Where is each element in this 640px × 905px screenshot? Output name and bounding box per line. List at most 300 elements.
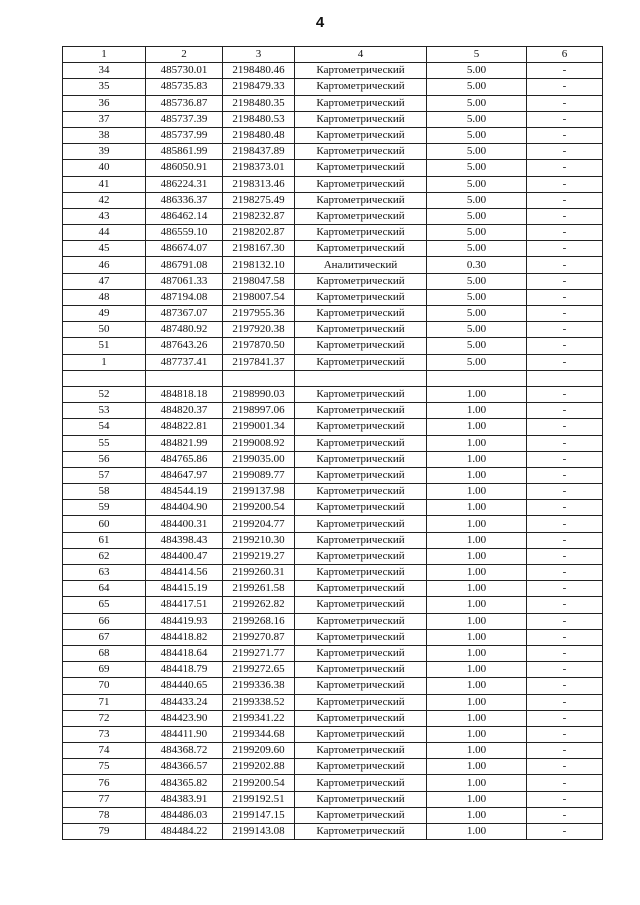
accuracy-cell: 1.00 bbox=[427, 807, 527, 823]
y-coordinate-cell: 2199147.15 bbox=[223, 807, 295, 823]
x-coordinate-cell: 484820.37 bbox=[146, 403, 223, 419]
method-cell: Картометрический bbox=[295, 597, 427, 613]
table-row bbox=[63, 775, 603, 791]
point-number-cell: 42 bbox=[63, 192, 146, 208]
table-body bbox=[63, 63, 603, 840]
point-number-cell: 44 bbox=[63, 225, 146, 241]
y-coordinate-cell: 2198373.01 bbox=[223, 160, 295, 176]
accuracy-cell: 1.00 bbox=[427, 435, 527, 451]
x-coordinate-cell: 485730.01 bbox=[146, 63, 223, 79]
note-cell: - bbox=[527, 338, 603, 354]
point-number-cell: 64 bbox=[63, 581, 146, 597]
note-cell: - bbox=[527, 225, 603, 241]
point-number-cell: 63 bbox=[63, 565, 146, 581]
method-cell: Картометрический bbox=[295, 208, 427, 224]
point-number-cell: 52 bbox=[63, 386, 146, 402]
note-cell: - bbox=[527, 678, 603, 694]
point-number-cell: 35 bbox=[63, 79, 146, 95]
y-coordinate-cell: 2198167.30 bbox=[223, 241, 295, 257]
point-number-cell: 36 bbox=[63, 95, 146, 111]
point-number-cell: 38 bbox=[63, 127, 146, 143]
table-row bbox=[63, 500, 603, 516]
accuracy-cell: 5.00 bbox=[427, 144, 527, 160]
note-cell: - bbox=[527, 322, 603, 338]
table-row bbox=[63, 597, 603, 613]
table-row bbox=[63, 95, 603, 111]
y-coordinate-cell: 2198480.46 bbox=[223, 63, 295, 79]
y-coordinate-cell: 2199260.31 bbox=[223, 565, 295, 581]
table-row bbox=[63, 678, 603, 694]
method-cell: Картометрический bbox=[295, 759, 427, 775]
x-coordinate-cell: 484418.79 bbox=[146, 662, 223, 678]
table-row bbox=[63, 306, 603, 322]
note-cell: - bbox=[527, 419, 603, 435]
note-cell bbox=[527, 370, 603, 386]
note-cell: - bbox=[527, 759, 603, 775]
x-coordinate-cell: 485736.87 bbox=[146, 95, 223, 111]
table-row bbox=[63, 467, 603, 483]
coordinates-table bbox=[62, 46, 603, 840]
point-number-cell: 47 bbox=[63, 273, 146, 289]
x-coordinate-cell: 485861.99 bbox=[146, 144, 223, 160]
method-cell: Картометрический bbox=[295, 824, 427, 840]
accuracy-cell: 5.00 bbox=[427, 176, 527, 192]
y-coordinate-cell: 2199270.87 bbox=[223, 629, 295, 645]
point-number-cell: 67 bbox=[63, 629, 146, 645]
x-coordinate-cell: 484404.90 bbox=[146, 500, 223, 516]
note-cell: - bbox=[527, 354, 603, 370]
column-header: 6 bbox=[527, 47, 603, 63]
table-row bbox=[63, 354, 603, 370]
note-cell: - bbox=[527, 743, 603, 759]
table-row bbox=[63, 192, 603, 208]
point-number-cell: 51 bbox=[63, 338, 146, 354]
y-coordinate-cell: 2198232.87 bbox=[223, 208, 295, 224]
method-cell bbox=[295, 370, 427, 386]
x-coordinate-cell: 484383.91 bbox=[146, 791, 223, 807]
method-cell: Картометрический bbox=[295, 710, 427, 726]
accuracy-cell: 0.30 bbox=[427, 257, 527, 273]
accuracy-cell: 1.00 bbox=[427, 662, 527, 678]
table-row bbox=[63, 79, 603, 95]
point-number-cell: 43 bbox=[63, 208, 146, 224]
method-cell: Аналитический bbox=[295, 257, 427, 273]
x-coordinate-cell: 484417.51 bbox=[146, 597, 223, 613]
y-coordinate-cell: 2198132.10 bbox=[223, 257, 295, 273]
method-cell: Картометрический bbox=[295, 775, 427, 791]
y-coordinate-cell: 2199204.77 bbox=[223, 516, 295, 532]
x-coordinate-cell: 484484.22 bbox=[146, 824, 223, 840]
y-coordinate-cell: 2198479.33 bbox=[223, 79, 295, 95]
accuracy-cell: 5.00 bbox=[427, 79, 527, 95]
table-row bbox=[63, 370, 603, 386]
table-row bbox=[63, 273, 603, 289]
y-coordinate-cell: 2199272.65 bbox=[223, 662, 295, 678]
y-coordinate-cell: 2199008.92 bbox=[223, 435, 295, 451]
accuracy-cell: 1.00 bbox=[427, 581, 527, 597]
note-cell: - bbox=[527, 662, 603, 678]
x-coordinate-cell: 484544.19 bbox=[146, 484, 223, 500]
note-cell: - bbox=[527, 127, 603, 143]
method-cell: Картометрический bbox=[295, 467, 427, 483]
table-row bbox=[63, 144, 603, 160]
method-cell: Картометрический bbox=[295, 386, 427, 402]
note-cell: - bbox=[527, 548, 603, 564]
x-coordinate-cell: 485735.83 bbox=[146, 79, 223, 95]
point-number-cell: 72 bbox=[63, 710, 146, 726]
table-row bbox=[63, 532, 603, 548]
y-coordinate-cell: 2199336.38 bbox=[223, 678, 295, 694]
accuracy-cell: 1.00 bbox=[427, 386, 527, 402]
note-cell: - bbox=[527, 484, 603, 500]
method-cell: Картометрический bbox=[295, 419, 427, 435]
table-row bbox=[63, 565, 603, 581]
table-row bbox=[63, 662, 603, 678]
method-cell: Картометрический bbox=[295, 532, 427, 548]
x-coordinate-cell: 487194.08 bbox=[146, 289, 223, 305]
table-row bbox=[63, 484, 603, 500]
y-coordinate-cell: 2199202.88 bbox=[223, 759, 295, 775]
table-row bbox=[63, 743, 603, 759]
table-row bbox=[63, 160, 603, 176]
y-coordinate-cell: 2199268.16 bbox=[223, 613, 295, 629]
table-row bbox=[63, 63, 603, 79]
y-coordinate-cell: 2199137.98 bbox=[223, 484, 295, 500]
method-cell: Картометрический bbox=[295, 645, 427, 661]
point-number-cell: 68 bbox=[63, 645, 146, 661]
note-cell: - bbox=[527, 273, 603, 289]
method-cell: Картометрический bbox=[295, 79, 427, 95]
x-coordinate-cell: 484400.31 bbox=[146, 516, 223, 532]
method-cell: Картометрический bbox=[295, 807, 427, 823]
table-row bbox=[63, 419, 603, 435]
table-row bbox=[63, 645, 603, 661]
x-coordinate-cell: 484366.57 bbox=[146, 759, 223, 775]
accuracy-cell: 5.00 bbox=[427, 160, 527, 176]
table-row bbox=[63, 807, 603, 823]
table-row bbox=[63, 176, 603, 192]
x-coordinate-cell: 484368.72 bbox=[146, 743, 223, 759]
method-cell: Картометрический bbox=[295, 548, 427, 564]
accuracy-cell: 5.00 bbox=[427, 273, 527, 289]
accuracy-cell: 1.00 bbox=[427, 694, 527, 710]
y-coordinate-cell: 2198990.03 bbox=[223, 386, 295, 402]
point-number-cell: 41 bbox=[63, 176, 146, 192]
accuracy-cell: 1.00 bbox=[427, 824, 527, 840]
method-cell: Картометрический bbox=[295, 726, 427, 742]
point-number-cell: 46 bbox=[63, 257, 146, 273]
point-number-cell: 53 bbox=[63, 403, 146, 419]
accuracy-cell: 1.00 bbox=[427, 548, 527, 564]
x-coordinate-cell: 487643.26 bbox=[146, 338, 223, 354]
point-number-cell: 37 bbox=[63, 111, 146, 127]
table-row bbox=[63, 824, 603, 840]
note-cell: - bbox=[527, 95, 603, 111]
method-cell: Картометрический bbox=[295, 160, 427, 176]
x-coordinate-cell: 484400.47 bbox=[146, 548, 223, 564]
y-coordinate-cell: 2198997.06 bbox=[223, 403, 295, 419]
point-number-cell: 61 bbox=[63, 532, 146, 548]
method-cell: Картометрический bbox=[295, 581, 427, 597]
note-cell: - bbox=[527, 467, 603, 483]
note-cell: - bbox=[527, 824, 603, 840]
note-cell: - bbox=[527, 403, 603, 419]
y-coordinate-cell: 2199089.77 bbox=[223, 467, 295, 483]
method-cell: Картометрический bbox=[295, 662, 427, 678]
note-cell: - bbox=[527, 775, 603, 791]
point-number-cell: 78 bbox=[63, 807, 146, 823]
table-row bbox=[63, 225, 603, 241]
table-row bbox=[63, 386, 603, 402]
point-number-cell: 49 bbox=[63, 306, 146, 322]
method-cell: Картометрический bbox=[295, 63, 427, 79]
y-coordinate-cell: 2199210.30 bbox=[223, 532, 295, 548]
table-row bbox=[63, 516, 603, 532]
table-row bbox=[63, 548, 603, 564]
note-cell: - bbox=[527, 451, 603, 467]
y-coordinate-cell: 2197870.50 bbox=[223, 338, 295, 354]
point-number-cell: 34 bbox=[63, 63, 146, 79]
accuracy-cell: 1.00 bbox=[427, 629, 527, 645]
point-number-cell: 71 bbox=[63, 694, 146, 710]
method-cell: Картометрический bbox=[295, 435, 427, 451]
y-coordinate-cell: 2197955.36 bbox=[223, 306, 295, 322]
method-cell: Картометрический bbox=[295, 273, 427, 289]
point-number-cell: 73 bbox=[63, 726, 146, 742]
y-coordinate-cell: 2199344.68 bbox=[223, 726, 295, 742]
accuracy-cell: 1.00 bbox=[427, 532, 527, 548]
note-cell: - bbox=[527, 516, 603, 532]
table-row bbox=[63, 127, 603, 143]
y-coordinate-cell: 2199271.77 bbox=[223, 645, 295, 661]
note-cell: - bbox=[527, 694, 603, 710]
x-coordinate-cell bbox=[146, 370, 223, 386]
table-row bbox=[63, 111, 603, 127]
table-row bbox=[63, 613, 603, 629]
x-coordinate-cell: 484765.86 bbox=[146, 451, 223, 467]
accuracy-cell: 5.00 bbox=[427, 208, 527, 224]
method-cell: Картометрический bbox=[295, 484, 427, 500]
accuracy-cell: 5.00 bbox=[427, 192, 527, 208]
note-cell: - bbox=[527, 386, 603, 402]
accuracy-cell: 5.00 bbox=[427, 338, 527, 354]
accuracy-cell: 1.00 bbox=[427, 613, 527, 629]
y-coordinate-cell bbox=[223, 370, 295, 386]
accuracy-cell: 1.00 bbox=[427, 565, 527, 581]
x-coordinate-cell: 487480.92 bbox=[146, 322, 223, 338]
column-header: 4 bbox=[295, 47, 427, 63]
y-coordinate-cell: 2199219.27 bbox=[223, 548, 295, 564]
note-cell: - bbox=[527, 257, 603, 273]
point-number-cell: 40 bbox=[63, 160, 146, 176]
x-coordinate-cell: 486462.14 bbox=[146, 208, 223, 224]
y-coordinate-cell: 2199035.00 bbox=[223, 451, 295, 467]
note-cell: - bbox=[527, 63, 603, 79]
column-header: 2 bbox=[146, 47, 223, 63]
note-cell: - bbox=[527, 581, 603, 597]
note-cell: - bbox=[527, 613, 603, 629]
note-cell: - bbox=[527, 306, 603, 322]
accuracy-cell: 5.00 bbox=[427, 225, 527, 241]
x-coordinate-cell: 484818.18 bbox=[146, 386, 223, 402]
note-cell: - bbox=[527, 208, 603, 224]
note-cell: - bbox=[527, 532, 603, 548]
point-number-cell: 59 bbox=[63, 500, 146, 516]
point-number-cell: 62 bbox=[63, 548, 146, 564]
point-number-cell: 57 bbox=[63, 467, 146, 483]
note-cell: - bbox=[527, 160, 603, 176]
y-coordinate-cell: 2199192.51 bbox=[223, 791, 295, 807]
table-row bbox=[63, 694, 603, 710]
x-coordinate-cell: 486050.91 bbox=[146, 160, 223, 176]
y-coordinate-cell: 2198007.54 bbox=[223, 289, 295, 305]
accuracy-cell: 1.00 bbox=[427, 403, 527, 419]
x-coordinate-cell: 487737.41 bbox=[146, 354, 223, 370]
note-cell: - bbox=[527, 500, 603, 516]
accuracy-cell: 5.00 bbox=[427, 127, 527, 143]
method-cell: Картометрический bbox=[295, 613, 427, 629]
y-coordinate-cell: 2198437.89 bbox=[223, 144, 295, 160]
point-number-cell: 75 bbox=[63, 759, 146, 775]
accuracy-cell: 5.00 bbox=[427, 306, 527, 322]
x-coordinate-cell: 484647.97 bbox=[146, 467, 223, 483]
x-coordinate-cell: 484398.43 bbox=[146, 532, 223, 548]
y-coordinate-cell: 2198047.58 bbox=[223, 273, 295, 289]
point-number-cell: 60 bbox=[63, 516, 146, 532]
point-number-cell: 55 bbox=[63, 435, 146, 451]
x-coordinate-cell: 484418.82 bbox=[146, 629, 223, 645]
point-number-cell: 79 bbox=[63, 824, 146, 840]
method-cell: Картометрический bbox=[295, 565, 427, 581]
y-coordinate-cell: 2198275.49 bbox=[223, 192, 295, 208]
x-coordinate-cell: 487367.07 bbox=[146, 306, 223, 322]
accuracy-cell: 1.00 bbox=[427, 726, 527, 742]
x-coordinate-cell: 487061.33 bbox=[146, 273, 223, 289]
point-number-cell: 54 bbox=[63, 419, 146, 435]
table-row bbox=[63, 338, 603, 354]
method-cell: Картометрический bbox=[295, 127, 427, 143]
method-cell: Картометрический bbox=[295, 289, 427, 305]
note-cell: - bbox=[527, 597, 603, 613]
x-coordinate-cell: 484414.56 bbox=[146, 565, 223, 581]
table-row bbox=[63, 791, 603, 807]
x-coordinate-cell: 484415.19 bbox=[146, 581, 223, 597]
accuracy-cell: 5.00 bbox=[427, 354, 527, 370]
y-coordinate-cell: 2198313.46 bbox=[223, 176, 295, 192]
note-cell: - bbox=[527, 726, 603, 742]
method-cell: Картометрический bbox=[295, 144, 427, 160]
x-coordinate-cell: 484418.64 bbox=[146, 645, 223, 661]
method-cell: Картометрический bbox=[295, 225, 427, 241]
note-cell: - bbox=[527, 289, 603, 305]
accuracy-cell: 1.00 bbox=[427, 516, 527, 532]
table-row bbox=[63, 322, 603, 338]
table-row bbox=[63, 581, 603, 597]
column-header: 1 bbox=[63, 47, 146, 63]
point-number-cell: 56 bbox=[63, 451, 146, 467]
point-number-cell: 76 bbox=[63, 775, 146, 791]
note-cell: - bbox=[527, 710, 603, 726]
y-coordinate-cell: 2199261.58 bbox=[223, 581, 295, 597]
point-number-cell: 39 bbox=[63, 144, 146, 160]
table-row bbox=[63, 257, 603, 273]
method-cell: Картометрический bbox=[295, 354, 427, 370]
accuracy-cell: 1.00 bbox=[427, 467, 527, 483]
note-cell: - bbox=[527, 192, 603, 208]
x-coordinate-cell: 485737.39 bbox=[146, 111, 223, 127]
x-coordinate-cell: 484822.81 bbox=[146, 419, 223, 435]
y-coordinate-cell: 2199143.08 bbox=[223, 824, 295, 840]
x-coordinate-cell: 486674.07 bbox=[146, 241, 223, 257]
note-cell: - bbox=[527, 241, 603, 257]
x-coordinate-cell: 484419.93 bbox=[146, 613, 223, 629]
note-cell: - bbox=[527, 176, 603, 192]
note-cell: - bbox=[527, 144, 603, 160]
method-cell: Картометрический bbox=[295, 791, 427, 807]
x-coordinate-cell: 484411.90 bbox=[146, 726, 223, 742]
table-row bbox=[63, 241, 603, 257]
table-row bbox=[63, 208, 603, 224]
point-number-cell: 45 bbox=[63, 241, 146, 257]
note-cell: - bbox=[527, 791, 603, 807]
column-header: 5 bbox=[427, 47, 527, 63]
x-coordinate-cell: 484486.03 bbox=[146, 807, 223, 823]
x-coordinate-cell: 485737.99 bbox=[146, 127, 223, 143]
method-cell: Картометрический bbox=[295, 694, 427, 710]
x-coordinate-cell: 484423.90 bbox=[146, 710, 223, 726]
accuracy-cell: 1.00 bbox=[427, 484, 527, 500]
accuracy-cell: 5.00 bbox=[427, 63, 527, 79]
note-cell: - bbox=[527, 111, 603, 127]
table-header-row bbox=[63, 47, 603, 63]
point-number-cell bbox=[63, 370, 146, 386]
method-cell: Картометрический bbox=[295, 95, 427, 111]
point-number-cell: 74 bbox=[63, 743, 146, 759]
y-coordinate-cell: 2197920.38 bbox=[223, 322, 295, 338]
accuracy-cell: 5.00 bbox=[427, 111, 527, 127]
point-number-cell: 70 bbox=[63, 678, 146, 694]
method-cell: Картометрический bbox=[295, 403, 427, 419]
note-cell: - bbox=[527, 565, 603, 581]
point-number-cell: 1 bbox=[63, 354, 146, 370]
method-cell: Картометрический bbox=[295, 192, 427, 208]
table-row bbox=[63, 759, 603, 775]
method-cell: Картометрический bbox=[295, 111, 427, 127]
x-coordinate-cell: 484440.65 bbox=[146, 678, 223, 694]
y-coordinate-cell: 2197841.37 bbox=[223, 354, 295, 370]
x-coordinate-cell: 484433.24 bbox=[146, 694, 223, 710]
accuracy-cell: 5.00 bbox=[427, 241, 527, 257]
note-cell: - bbox=[527, 629, 603, 645]
accuracy-cell: 1.00 bbox=[427, 678, 527, 694]
method-cell: Картометрический bbox=[295, 322, 427, 338]
method-cell: Картометрический bbox=[295, 743, 427, 759]
y-coordinate-cell: 2199200.54 bbox=[223, 500, 295, 516]
note-cell: - bbox=[527, 435, 603, 451]
accuracy-cell: 1.00 bbox=[427, 419, 527, 435]
accuracy-cell: 1.00 bbox=[427, 500, 527, 516]
accuracy-cell: 1.00 bbox=[427, 743, 527, 759]
x-coordinate-cell: 486336.37 bbox=[146, 192, 223, 208]
method-cell: Картометрический bbox=[295, 451, 427, 467]
point-number-cell: 48 bbox=[63, 289, 146, 305]
table-row bbox=[63, 629, 603, 645]
point-number-cell: 66 bbox=[63, 613, 146, 629]
note-cell: - bbox=[527, 79, 603, 95]
x-coordinate-cell: 484821.99 bbox=[146, 435, 223, 451]
accuracy-cell: 5.00 bbox=[427, 289, 527, 305]
x-coordinate-cell: 484365.82 bbox=[146, 775, 223, 791]
